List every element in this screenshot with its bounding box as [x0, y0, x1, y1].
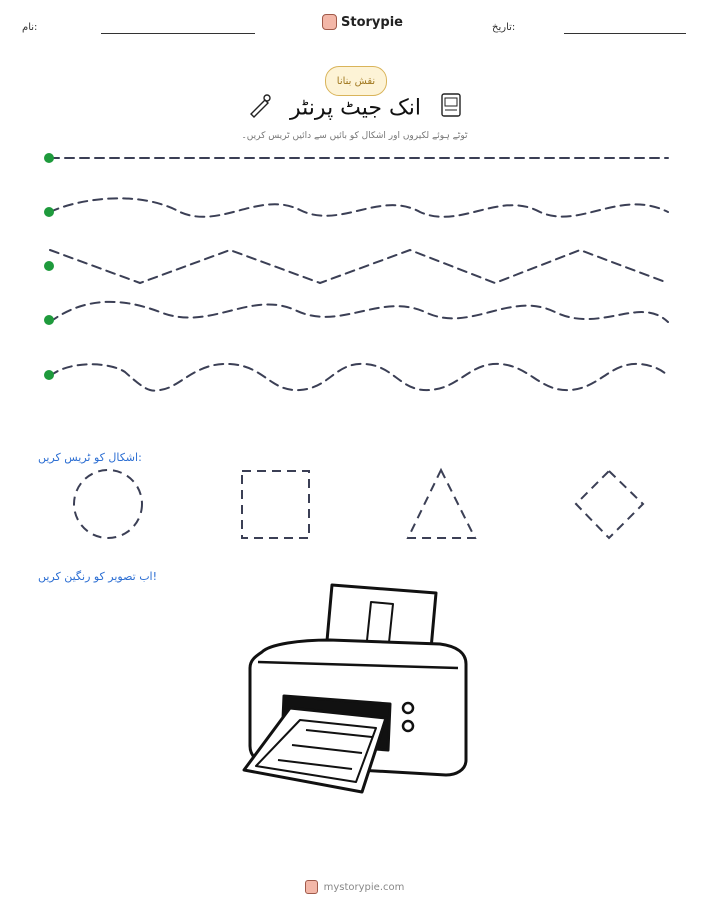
trace-square: [242, 471, 309, 538]
shapes-section-label: اشکال کو ٹریس کریں:: [38, 451, 142, 464]
color-section-label: اب تصویر کو رنگین کریں!: [38, 570, 158, 583]
pig-logo-icon: [305, 880, 318, 894]
footer: [0, 880, 709, 894]
title-text: انک جیٹ پرنٹر: [290, 95, 421, 121]
instructions: ٹوٹے ہوئے لکیروں اور اشکال کو بائیں سے دائیں ٹریس کریں۔: [241, 131, 468, 141]
brand-name: Storypie: [341, 14, 403, 30]
date-label: تاریخ:: [492, 22, 516, 33]
trace-triangle: [408, 470, 475, 538]
printer-illustration: [244, 585, 466, 792]
trace-line-wave-2: [50, 302, 668, 322]
footer-site: mystorypie.com: [323, 881, 405, 893]
start-dot: [44, 153, 54, 163]
trace-circle: [74, 470, 142, 538]
trace-line-zigzag: [50, 250, 668, 283]
start-dot: [44, 207, 54, 217]
trace-diamond: [576, 471, 643, 538]
trace-line-wave-3: [50, 364, 668, 391]
activity-badge: نقش بنانا: [325, 66, 387, 96]
start-dot: [44, 261, 54, 271]
start-dot: [44, 315, 54, 325]
start-dot: [44, 370, 54, 380]
name-label: نام:: [22, 22, 38, 33]
trace-line-wave-1: [50, 198, 668, 216]
